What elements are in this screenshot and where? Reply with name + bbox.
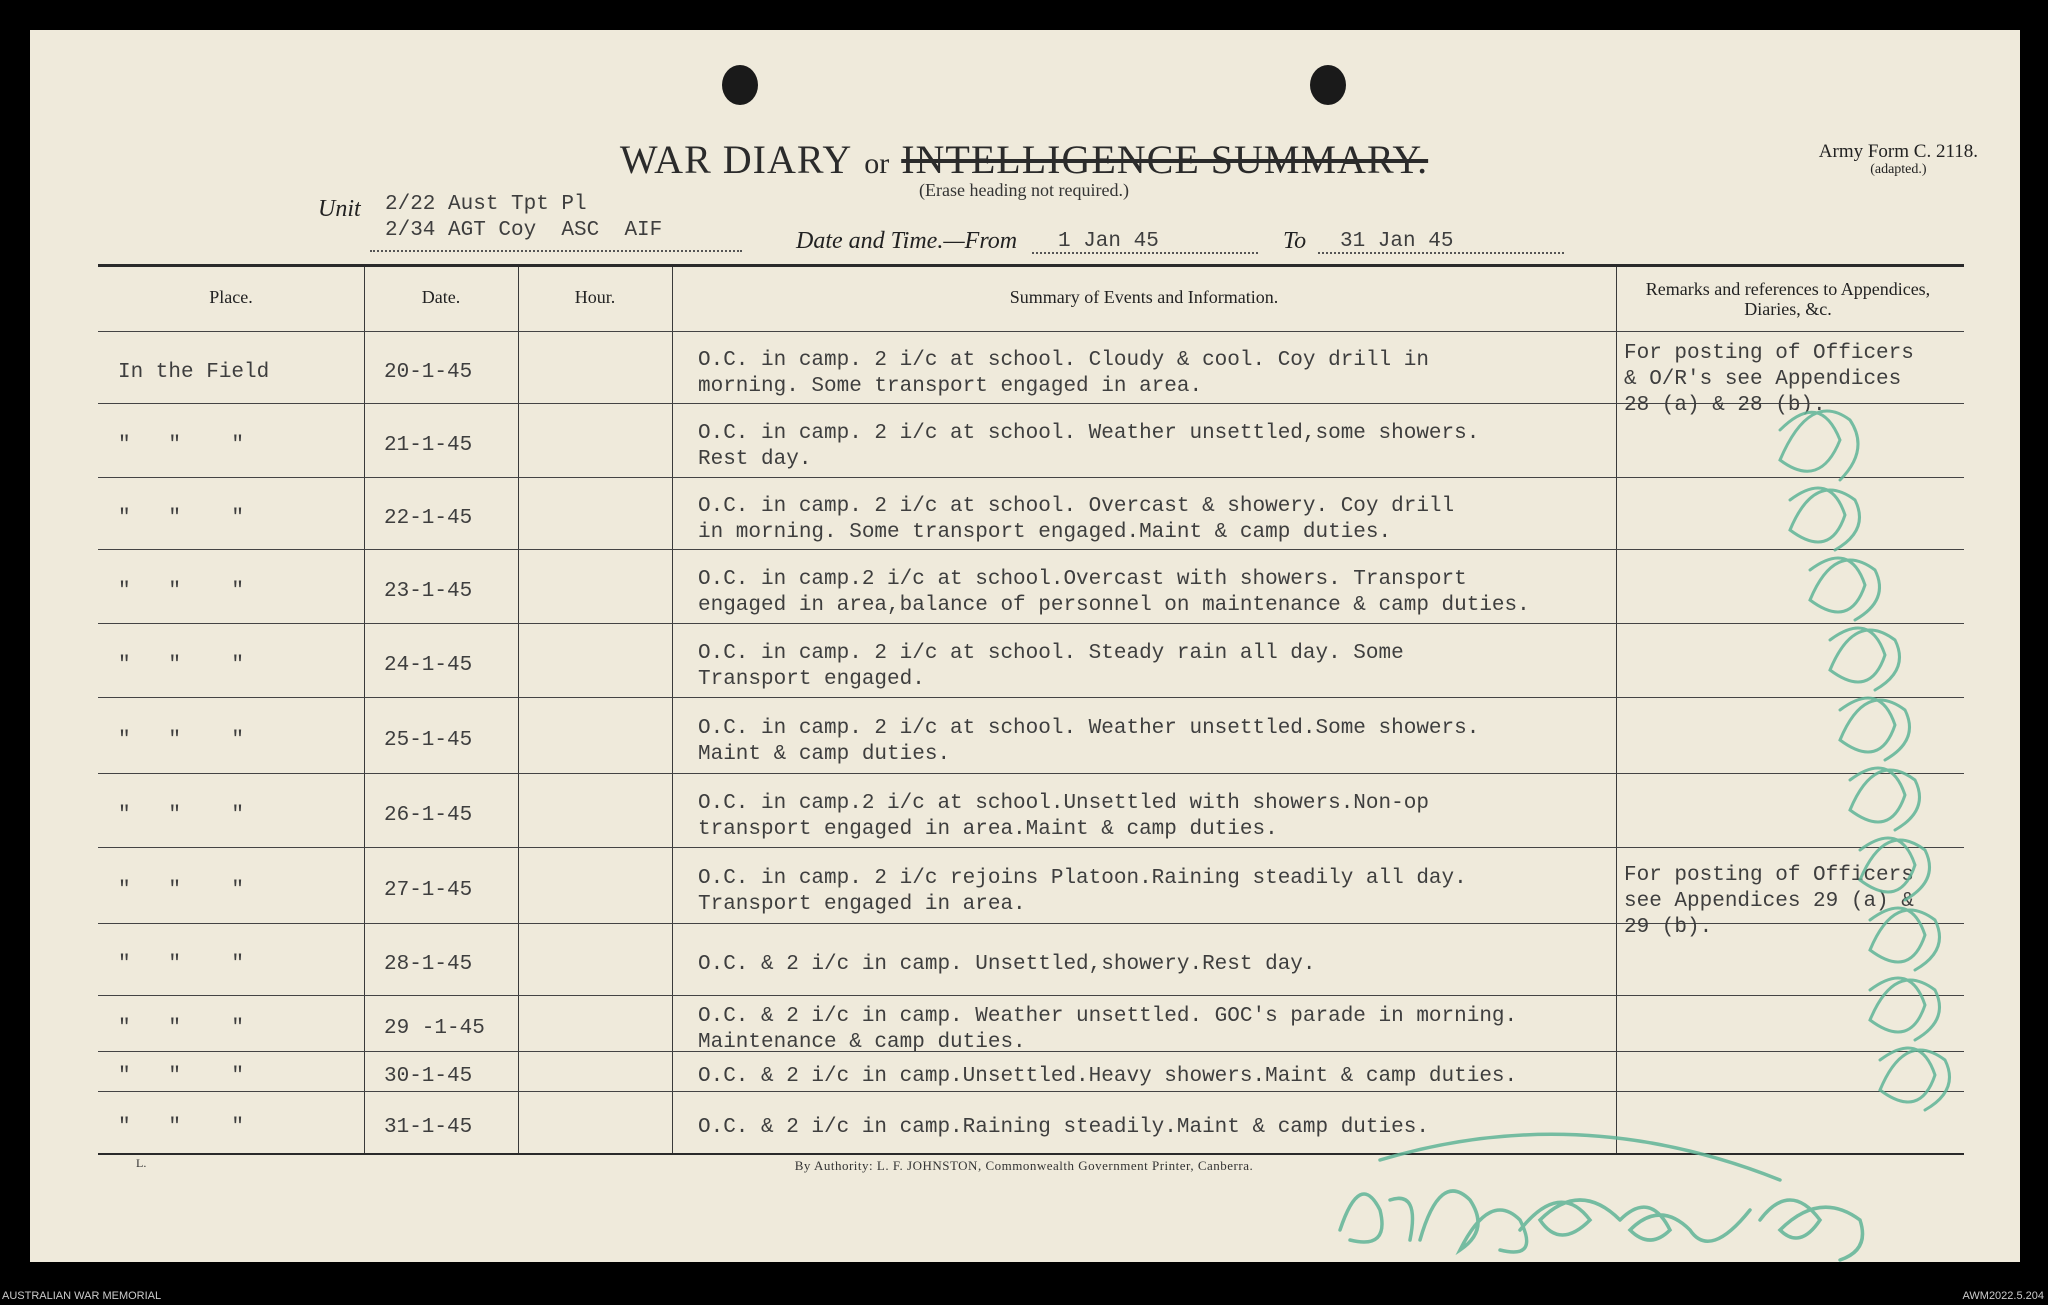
row-summary-line-1: O.C. & 2 i/c in camp.Unsettled.Heavy showers.Maint & camp duties. [698, 1065, 1518, 1088]
row-place: " " " [118, 434, 245, 457]
caption-right: AWM2022.5.204 [1962, 1290, 2044, 1302]
row-date: 31-1-45 [384, 1116, 473, 1139]
row-place: " " " [118, 1065, 245, 1088]
row-date: 28-1-45 [384, 953, 473, 976]
row-summary-line-1: O.C. in camp. 2 i/c at school. Steady rain all day. Some [698, 642, 1404, 665]
title-intelligence-summary: INTELLIGENCE SUMMARY. [901, 137, 1429, 182]
row-summary-line-2: Transport engaged. [698, 668, 925, 691]
remark-2-line: For posting of Officers [1624, 864, 1914, 887]
column-header-summary: Summary of Events and Information. [1009, 287, 1279, 307]
column-header-place: Place. [209, 287, 253, 307]
row-place: " " " [118, 507, 245, 530]
row-summary-line-2: transport engaged in area.Maint & camp duties. [698, 818, 1278, 841]
row-date: 30-1-45 [384, 1065, 473, 1088]
army-form-adapted: (adapted.) [1870, 162, 1927, 177]
row-summary-line-2: morning. Some transport engaged in area. [698, 375, 1203, 398]
row-place: " " " [118, 729, 245, 752]
column-header-date: Date. [421, 287, 461, 307]
row-summary-line-2: Rest day. [698, 448, 812, 471]
column-header-remarks: Remarks and references to Appendices, Diaries, &c. [1645, 279, 1931, 319]
row-date: 26-1-45 [384, 804, 473, 827]
remark-1-line: 28 (a) & 28 (b). [1624, 394, 1826, 417]
row-summary-line-1: O.C. in camp. 2 i/c at school. Weather unsettled,some showers. [698, 422, 1480, 445]
row-summary-line-2: Maintenance & camp duties. [698, 1031, 1026, 1054]
row-summary-line-1: O.C. & 2 i/c in camp.Raining steadily.Maint & camp duties. [698, 1116, 1429, 1139]
row-summary-line-2: engaged in area,balance of personnel on maintenance & camp duties. [698, 594, 1530, 617]
title-war-diary: WAR DIARY [619, 137, 853, 182]
row-summary-line-1: O.C. in camp. 2 i/c at school. Overcast & showery. Coy drill [698, 495, 1455, 518]
row-date: 27-1-45 [384, 879, 473, 902]
row-summary-line-1: O.C. in camp. 2 i/c rejoins Platoon.Raining steadily all day. [698, 867, 1467, 890]
date-to-label: To [1283, 228, 1307, 254]
unit-line-2: 2/34 AGT Coy ASC AIF [385, 219, 663, 242]
title-or: or [864, 147, 890, 180]
row-summary-line-1: O.C. in camp. 2 i/c at school. Weather unsettled.Some showers. [698, 717, 1480, 740]
row-place: " " " [118, 953, 245, 976]
row-place: " " " [118, 654, 245, 677]
unit-label: Unit [318, 196, 361, 222]
printer-credit: By Authority: L. F. JOHNSTON, Commonwealth Government Printer, Canberra. [794, 1158, 1254, 1173]
row-date: 23-1-45 [384, 580, 473, 603]
date-to-value: 31 Jan 45 [1340, 230, 1454, 253]
row-summary-line-1: O.C. in camp. 2 i/c at school. Cloudy & cool. Coy drill in [698, 349, 1429, 372]
row-place: " " " [118, 804, 245, 827]
row-date: 22-1-45 [384, 507, 473, 530]
row-summary-line-1: O.C. & 2 i/c in camp. Weather unsettled. GOC's parade in morning. [698, 1005, 1518, 1028]
row-summary-line-1: O.C. in camp.2 i/c at school.Overcast with showers. Transport [698, 568, 1467, 591]
row-summary-line-2: in morning. Some transport engaged.Maint & camp duties. [698, 521, 1392, 544]
footer-mark: L. [136, 1156, 147, 1170]
row-place: " " " [118, 1116, 245, 1139]
row-date: 21-1-45 [384, 434, 473, 457]
row-summary-line-1: O.C. & 2 i/c in camp. Unsettled,showery.Rest day. [698, 953, 1316, 976]
row-place: " " " [118, 1017, 245, 1040]
remark-2-line: 29 (b). [1624, 916, 1713, 939]
row-date: 24-1-45 [384, 654, 473, 677]
caption-left: AUSTRALIAN WAR MEMORIAL [2, 1290, 162, 1302]
row-place: " " " [118, 580, 245, 603]
row-date: 25-1-45 [384, 729, 473, 752]
remark-2-line: see Appendices 29 (a) & [1624, 890, 1914, 913]
signature-full [1340, 1134, 1863, 1260]
remark-1-line: & O/R's see Appendices [1624, 368, 1902, 391]
column-header-hour: Hour. [574, 287, 616, 307]
row-date: 20-1-45 [384, 361, 473, 384]
row-summary-line-2: Maint & camp duties. [698, 743, 951, 766]
erase-note: (Erase heading not required.) [919, 180, 1129, 200]
row-place: " " " [118, 879, 245, 902]
row-summary-line-2: Transport engaged in area. [698, 893, 1026, 916]
row-date: 29 -1-45 [384, 1017, 485, 1040]
unit-line-1: 2/22 Aust Tpt Pl [385, 193, 587, 216]
remark-1-line: For posting of Officers [1624, 342, 1914, 365]
date-time-label: Date and Time.—From [796, 228, 1018, 254]
row-place: In the Field [118, 361, 270, 384]
army-form-number: Army Form C. 2118. [1818, 141, 1978, 162]
row-summary-line-1: O.C. in camp.2 i/c at school.Unsettled with showers.Non-op [698, 792, 1429, 815]
date-from-value: 1 Jan 45 [1058, 230, 1159, 253]
